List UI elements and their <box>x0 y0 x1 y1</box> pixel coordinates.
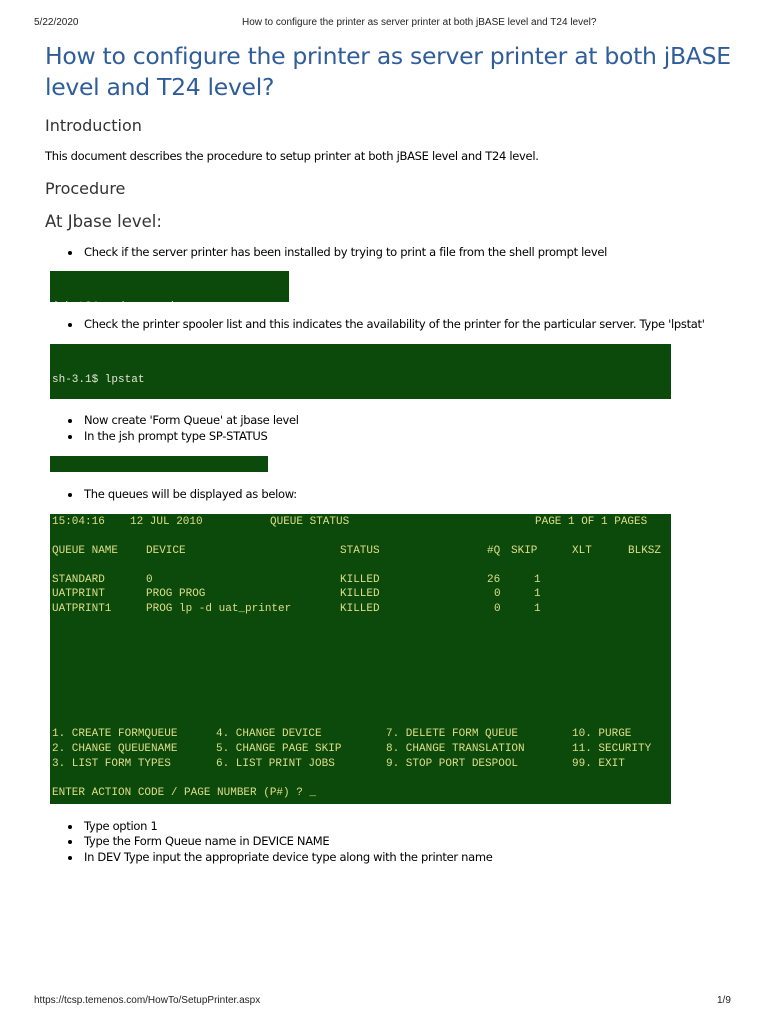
page-title: How to configure the printer as server printer at both jBASE level and T24 level? <box>45 42 731 101</box>
qs-row-name: STANDARD <box>52 574 105 586</box>
qs-row-name: UATPRINT <box>52 588 105 600</box>
qs-col-header: XLT <box>572 545 592 557</box>
terminal-lpr <box>50 271 289 302</box>
qs-row-device: PROG lp -d uat_printer <box>146 603 292 615</box>
bullet-icon <box>68 419 72 423</box>
qs-menu-item: 7. DELETE FORM QUEUE <box>386 728 519 740</box>
bullet-icon <box>68 435 72 439</box>
qs-col-header: DEVICE <box>146 545 186 557</box>
qs-menu-item: 4. CHANGE DEVICE <box>216 728 322 740</box>
intro-heading: Introduction <box>45 116 142 135</box>
qs-row-device: PROG PROG <box>146 588 206 600</box>
qs-row-skip: 1 <box>534 574 541 586</box>
qs-prompt: ENTER ACTION CODE / PAGE NUMBER (P#) ? _ <box>52 787 317 799</box>
qs-page: PAGE 1 OF 1 PAGES <box>535 516 648 528</box>
qs-col-header: QUEUE NAME <box>52 545 119 557</box>
qs-menu-item: 99. EXIT <box>572 758 625 770</box>
print-header-title: How to configure the printer as server printer at both jBASE level and T24 level? <box>242 17 597 28</box>
qs-col-header: BLKSZ <box>628 545 662 557</box>
qs-row-status: KILLED <box>340 574 380 586</box>
qs-row-q: 0 <box>494 603 501 615</box>
page-number: 1/9 <box>717 995 731 1006</box>
qs-menu-item: 5. CHANGE PAGE SKIP <box>216 743 342 755</box>
qs-time: 15:04:16 <box>52 516 105 528</box>
bullet-icon <box>68 856 72 860</box>
qs-menu-item: 10. PURGE <box>572 728 632 740</box>
qs-row-skip: 1 <box>534 588 541 600</box>
qs-menu-item: 11. SECURITY <box>572 743 652 755</box>
bullet-icon <box>68 840 72 844</box>
source-url[interactable]: https://tcsp.temenos.com/HowTo/SetupPrinter.aspx <box>34 995 261 1006</box>
procedure-heading: Procedure <box>45 179 126 198</box>
terminal-line <box>52 300 287 302</box>
print-date: 5/22/2020 <box>34 17 79 28</box>
qs-date: 12 JUL 2010 <box>130 516 203 528</box>
qs-menu-item: 1. CREATE FORMQUEUE <box>52 728 178 740</box>
qs-row-q: 26 <box>487 574 501 586</box>
qs-row-status: KILLED <box>340 588 380 600</box>
qs-menu-item: 3. LIST FORM TYPES <box>52 758 171 770</box>
qs-row-device: 0 <box>146 574 153 586</box>
qs-row-skip: 1 <box>534 603 541 615</box>
bullet-icon <box>68 251 72 255</box>
qs-row-q: 0 <box>494 588 501 600</box>
qs-menu-item: 6. LIST PRINT JOBS <box>216 758 335 770</box>
qs-row-name: UATPRINT1 <box>52 603 112 615</box>
bullet-icon <box>68 323 72 327</box>
qs-col-header: STATUS <box>340 545 380 557</box>
qs-title: QUEUE STATUS <box>270 516 350 528</box>
queue-status-screen <box>50 514 671 804</box>
terminal-sp-status <box>50 456 268 472</box>
qs-col-header: #Q <box>487 545 501 557</box>
terminal-line: sh-3.1$ lpstat <box>52 374 145 386</box>
bullet-icon <box>68 493 72 497</box>
qs-col-header: SKIP <box>511 545 538 557</box>
qs-menu-item: 2. CHANGE QUEUENAME <box>52 743 178 755</box>
bullet-icon <box>68 825 72 829</box>
qs-menu-item: 8. CHANGE TRANSLATION <box>386 743 525 755</box>
qs-menu-item: 9. STOP PORT DESPOOL <box>386 758 519 770</box>
qs-row-status: KILLED <box>340 603 380 615</box>
terminal-lpstat <box>50 344 671 399</box>
jbase-heading: At Jbase level: <box>45 212 162 231</box>
intro-text: This document describes the procedure to setup printer at both jBASE level and T24 level. <box>45 149 539 163</box>
